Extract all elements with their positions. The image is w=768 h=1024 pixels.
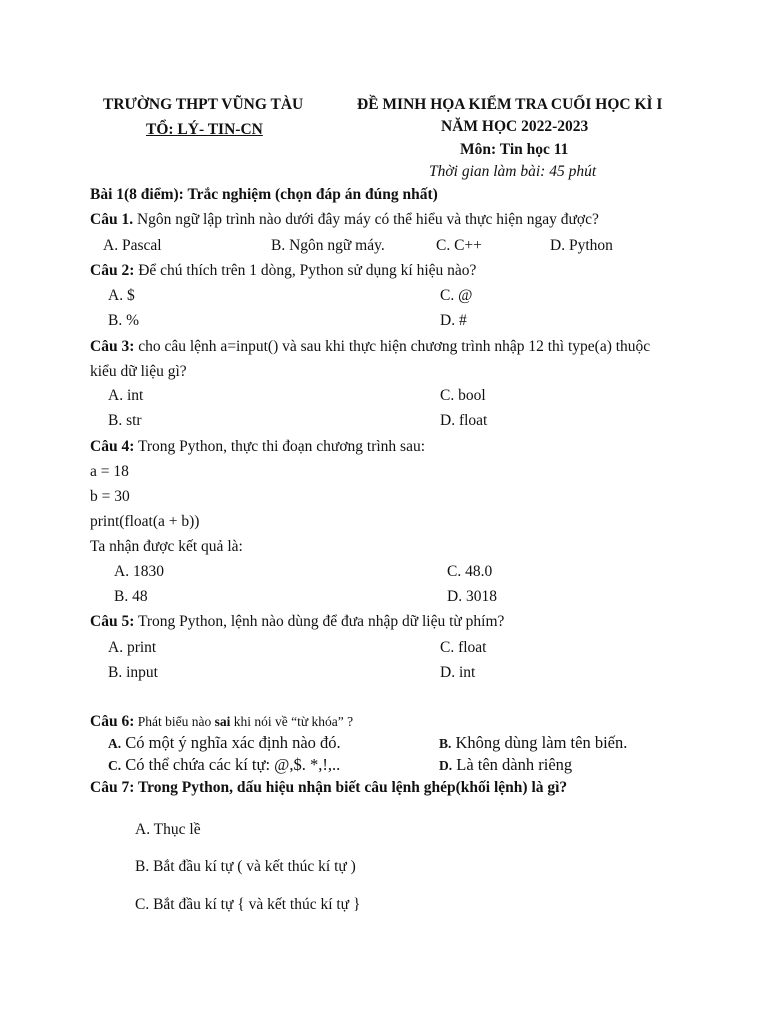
question-4-code-line-1: a = 18: [90, 463, 129, 480]
question-2: [90, 262, 476, 279]
question-6-option-b-text: Không dùng làm tên biến.: [451, 733, 628, 752]
question-5-option-b: B. input: [108, 664, 158, 681]
question-6-option-a-text: Có một ý nghĩa xác định nào đó.: [121, 733, 341, 752]
question-1-option-d: D. Python: [550, 237, 613, 254]
question-6-text-bold: sai: [214, 714, 231, 729]
question-3: [90, 338, 650, 355]
question-6-option-d-letter: D.: [439, 758, 453, 773]
question-2-label: Câu 2:: [90, 262, 135, 279]
question-1: [90, 211, 599, 228]
question-1-label: Câu 1.: [90, 211, 134, 228]
question-2-option-b: B. %: [108, 312, 139, 329]
question-4-code-line-2: b = 30: [90, 488, 130, 505]
question-5-option-c: C. float: [440, 639, 487, 656]
question-3-text-line2: kiểu dữ liệu gì?: [90, 363, 187, 380]
question-6-option-a-letter: A.: [108, 736, 122, 751]
question-5-option-a: A. print: [108, 639, 157, 656]
question-6-option-c-letter: C.: [108, 758, 122, 773]
question-3-label: Câu 3:: [90, 338, 135, 355]
question-5-option-d: D. int: [440, 664, 476, 681]
question-5: [90, 613, 504, 630]
question-7-option-a: A. Thục lề: [135, 821, 201, 838]
question-6-text-post: khi nói về “từ khóa” ?: [230, 714, 354, 729]
duration: Thời gian làm bài: 45 phút: [429, 163, 597, 180]
school-year: NĂM HỌC 2022-2023: [441, 118, 589, 135]
school-name: TRƯỜNG THPT VŨNG TÀU: [103, 96, 304, 113]
question-6-label: Câu 6:: [90, 713, 135, 730]
question-1-text: Ngôn ngữ lập trình nào dưới đây máy có thể hiểu và thực hiện ngay được?: [133, 211, 599, 228]
question-7-option-c: C. Bắt đầu kí tự { và kết thúc kí tự }: [135, 896, 361, 913]
question-4-option-a: A. 1830: [114, 563, 164, 580]
question-6-option-d-text: Là tên dành riêng: [452, 755, 573, 774]
question-4-label: Câu 4:: [90, 438, 135, 455]
question-4-prompt: Ta nhận được kết quả là:: [90, 538, 243, 555]
question-2-option-d: D. #: [440, 312, 467, 329]
question-5-label: Câu 5:: [90, 613, 135, 630]
question-2-text: Để chú thích trên 1 dòng, Python sử dụng kí hiệu nào?: [134, 262, 477, 279]
section-title: Bài 1(8 điểm): Trắc nghiệm (chọn đáp án đúng nhất): [90, 186, 438, 203]
question-4-code-line-3: print(float(a + b)): [90, 513, 200, 530]
question-6-option-c: [108, 756, 340, 774]
question-4-text: Trong Python, thực thi đoạn chương trình sau:: [134, 438, 426, 455]
subject: Môn: Tin học 11: [460, 141, 569, 158]
question-2-option-a: A. $: [108, 287, 135, 304]
question-3-option-a: A. int: [108, 387, 144, 404]
question-6-option-b-letter: B.: [439, 736, 452, 751]
question-6-option-d: [439, 756, 572, 774]
question-4-option-c: C. 48.0: [447, 563, 493, 580]
department-name: TỔ: LÝ- TIN-CN: [146, 121, 263, 138]
question-4-option-d: D. 3018: [447, 588, 497, 605]
question-7-option-b: B. Bắt đầu kí tự ( và kết thúc kí tự ): [135, 858, 356, 875]
question-4: [90, 438, 425, 455]
exam-title: ĐỀ MINH HỌA KIỂM TRA CUỐI HỌC KÌ I: [357, 96, 663, 113]
question-3-option-d: D. float: [440, 412, 488, 429]
question-5-text: Trong Python, lệnh nào dùng để đưa nhập dữ liệu từ phím?: [134, 613, 505, 630]
question-6-text-pre: Phát biểu nào: [134, 714, 215, 729]
question-3-option-c: C. bool: [440, 387, 486, 404]
question-1-option-c: C. C++: [436, 237, 482, 254]
question-1-option-a: A. Pascal: [103, 237, 162, 254]
question-3-option-b: B. str: [108, 412, 142, 429]
question-7: Câu 7: Trong Python, dấu hiệu nhận biết câu lệnh ghép(khối lệnh) là gì?: [90, 779, 568, 796]
question-2-option-c: C. @: [440, 287, 473, 304]
question-3-text: cho câu lệnh a=input() và sau khi thực hiện chương trình nhập 12 thì type(a) thuộc: [134, 338, 651, 355]
question-6-option-a: [108, 734, 341, 752]
question-4-option-b: B. 48: [114, 588, 148, 605]
question-6-option-b: [439, 734, 627, 752]
question-6-option-c-text: Có thể chứa các kí tự: @,$. *,!,..: [121, 755, 341, 774]
question-6: [90, 713, 353, 730]
question-1-option-b: B. Ngôn ngữ máy.: [271, 237, 385, 254]
